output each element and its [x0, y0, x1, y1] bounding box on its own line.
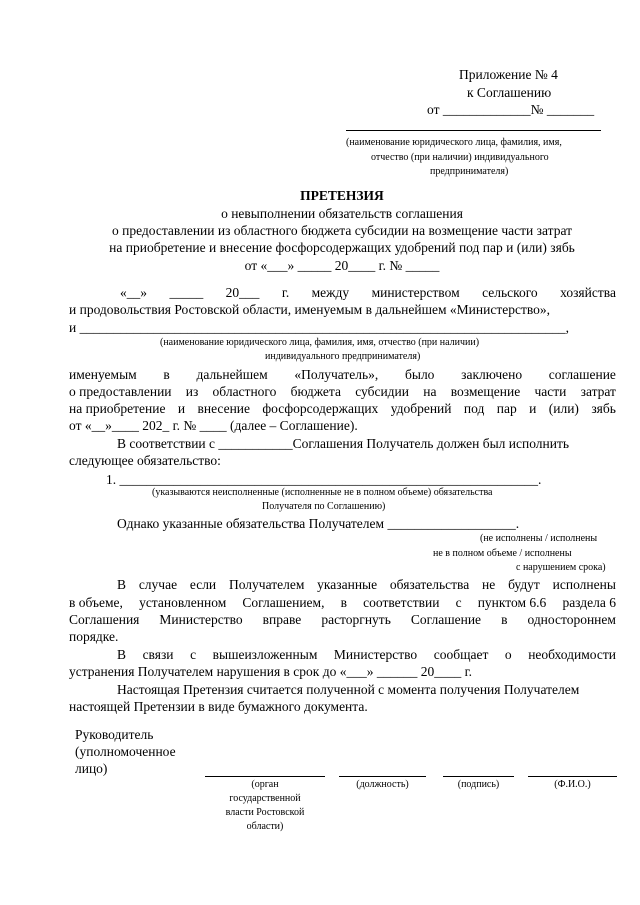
- word: установленном: [139, 595, 227, 610]
- claim-subtitle-4: от «___» _____ 20____ г. № _____: [244, 258, 440, 273]
- word: «Получатель»,: [294, 367, 379, 382]
- organ-signature-line: [205, 776, 325, 777]
- status-caption-3: с нарушением срока): [516, 562, 606, 573]
- word: не: [482, 577, 496, 592]
- fio-signature-line: [528, 776, 617, 777]
- word: Соглашения: [69, 612, 140, 627]
- word: Министерство: [333, 647, 418, 662]
- paragraph-5-line-1: [117, 577, 616, 593]
- word: дальнейшем: [196, 367, 268, 382]
- word: было: [405, 367, 435, 382]
- word: Министерство: [159, 612, 243, 627]
- word: Соглашение: [410, 612, 482, 627]
- word: из: [185, 384, 199, 399]
- word: министерством: [371, 285, 460, 300]
- paragraph-1-line-2: и продовольствия Ростовской области, именуемым в дальнейшем «Министерство»,: [69, 302, 551, 317]
- word: именуемым: [69, 367, 137, 382]
- word: сельского: [482, 285, 538, 300]
- word: «__»: [120, 285, 147, 300]
- claim-title: ПРЕТЕНЗИЯ: [300, 188, 384, 203]
- obligation-item-1: 1. ______________________________________________________________.: [106, 472, 542, 487]
- word: В: [117, 647, 127, 662]
- word: будут: [508, 577, 540, 592]
- sign-caption: (подпись): [457, 779, 500, 790]
- word: затрат: [580, 384, 616, 399]
- word: зябь: [591, 401, 616, 416]
- claim-subtitle-2: о предоставлении из областного бюджета субсидии на возмещение части затрат: [111, 223, 572, 238]
- paragraph-6-line-2: устранения Получателем нарушения в срок до «___» ______ 20____ г.: [69, 664, 472, 679]
- word: о предоставлении: [69, 384, 172, 399]
- word: указанные: [317, 577, 378, 592]
- appendix-agreement: к Соглашению: [467, 85, 552, 100]
- appendix-from-line: от _____________№ _______: [427, 102, 595, 117]
- word: вправе: [262, 612, 302, 627]
- paragraph-2-line-4: от «__»____ 202_ г. № ____ (далее – Соглашение).: [69, 418, 358, 433]
- signatory-title-3: лицо): [75, 761, 108, 776]
- paragraph-5-line-4: порядке.: [69, 629, 119, 644]
- paragraph-1-line-1: [120, 285, 616, 301]
- position-signature-line: [339, 776, 426, 777]
- paragraph-3-line-2: следующее обязательство:: [69, 453, 221, 468]
- sign-signature-line: [443, 776, 514, 777]
- recipient-name-line: [346, 130, 601, 131]
- paragraph-5-line-3: [69, 612, 616, 628]
- recipient-name-caption-2: отчество (при наличии) индивидуального: [371, 152, 549, 163]
- paragraph-6-line-1: [117, 647, 616, 663]
- paragraph-7-line-1: Настоящая Претензия считается полученной с момента получения Получателем: [117, 682, 580, 697]
- word: удобрений: [390, 401, 452, 416]
- word: на: [423, 384, 437, 399]
- word: между: [311, 285, 350, 300]
- organ-caption-2: государственной: [229, 793, 301, 804]
- word: если: [189, 577, 217, 592]
- paragraph-1-line-3: и ________________________________________________________________________,: [69, 320, 569, 335]
- word: раздела 6: [562, 595, 616, 610]
- word: одностороннем: [527, 612, 616, 627]
- word: пунктом 6.6: [477, 595, 547, 610]
- word: исполнены: [552, 577, 616, 592]
- recipient-name-caption-3: предпринимателя): [430, 166, 509, 177]
- paragraph-2-line-3: [69, 401, 616, 417]
- status-caption-1: (не исполнены / исполнены: [480, 533, 598, 544]
- word: (или): [548, 401, 579, 416]
- word: в: [340, 595, 347, 610]
- word: областного: [212, 384, 277, 399]
- paragraph-2-line-1: [69, 367, 616, 383]
- word: случае: [138, 577, 178, 592]
- word: и: [177, 401, 186, 416]
- word: Соглашением,: [242, 595, 325, 610]
- word: части: [534, 384, 567, 399]
- claim-subtitle-1: о невыполнении обязательств соглашения: [221, 206, 463, 221]
- word: в: [501, 612, 508, 627]
- word: под: [463, 401, 485, 416]
- status-caption-2: не в полном объеме / исполнены: [433, 548, 572, 559]
- word: связи: [142, 647, 174, 662]
- word: В: [117, 577, 127, 592]
- recipient-name-caption-1: (наименование юридического лица, фамилия, имя,: [346, 137, 562, 148]
- claim-subtitle-3: на приобретение и внесение фосфорсодержащих удобрений под пар и (или) зябь: [109, 240, 575, 255]
- organ-caption-3: власти Ростовской: [225, 807, 305, 818]
- word: сообщает: [433, 647, 489, 662]
- word: хозяйства: [560, 285, 616, 300]
- word: г.: [281, 285, 290, 300]
- word: расторгнуть: [321, 612, 391, 627]
- word: заключено: [461, 367, 523, 382]
- word: пар: [496, 401, 517, 416]
- word: обязательства: [389, 577, 470, 592]
- signatory-title-2: (уполномоченное: [75, 744, 176, 759]
- word: возмещение: [450, 384, 521, 399]
- paragraph-2-line-2: [69, 384, 616, 400]
- word: фосфорсодержащих: [262, 401, 379, 416]
- word: в: [163, 367, 170, 382]
- word: _____: [169, 285, 204, 300]
- signatory-title-1: Руководитель: [75, 727, 154, 742]
- paragraph-3-line-1: В соответствии с ___________Соглашения Получатель должен был исполнить: [117, 436, 570, 451]
- paragraph-5-line-2: [69, 595, 616, 611]
- word: Получателем: [228, 577, 305, 592]
- party-name-caption-1: (наименование юридического лица, фамилия, имя, отчество (при наличии): [160, 337, 480, 348]
- obligation-caption-1: (указываются неисполненные (исполненные не в полном объеме) обязательства: [152, 487, 493, 498]
- word: соответствии: [363, 595, 440, 610]
- organ-caption-4: области): [246, 821, 284, 832]
- word: бюджета: [290, 384, 341, 399]
- paragraph-7-line-2: настоящей Претензии в виде бумажного документа.: [69, 699, 368, 714]
- word: в объеме,: [69, 595, 123, 610]
- word: с: [190, 647, 197, 662]
- word: необходимости: [528, 647, 616, 662]
- word: и: [529, 401, 537, 416]
- word: внесение: [197, 401, 251, 416]
- word: соглашение: [548, 367, 616, 382]
- word: субсидии: [355, 384, 409, 399]
- word: о: [504, 647, 512, 662]
- appendix-number: Приложение № 4: [459, 67, 558, 82]
- word: с: [455, 595, 462, 610]
- position-caption: (должность): [356, 779, 409, 790]
- fio-caption: (Ф.И.О.): [554, 779, 591, 790]
- word: вышеизложенным: [212, 647, 318, 662]
- word: 20___: [225, 285, 260, 300]
- obligation-caption-2: Получателя по Соглашению): [262, 501, 386, 512]
- paragraph-4: Однако указанные обязательства Получателем ___________________.: [117, 516, 520, 531]
- party-name-caption-2: индивидуального предпринимателя): [265, 351, 421, 362]
- organ-caption-1: (орган: [251, 779, 279, 790]
- word: на приобретение: [69, 401, 166, 416]
